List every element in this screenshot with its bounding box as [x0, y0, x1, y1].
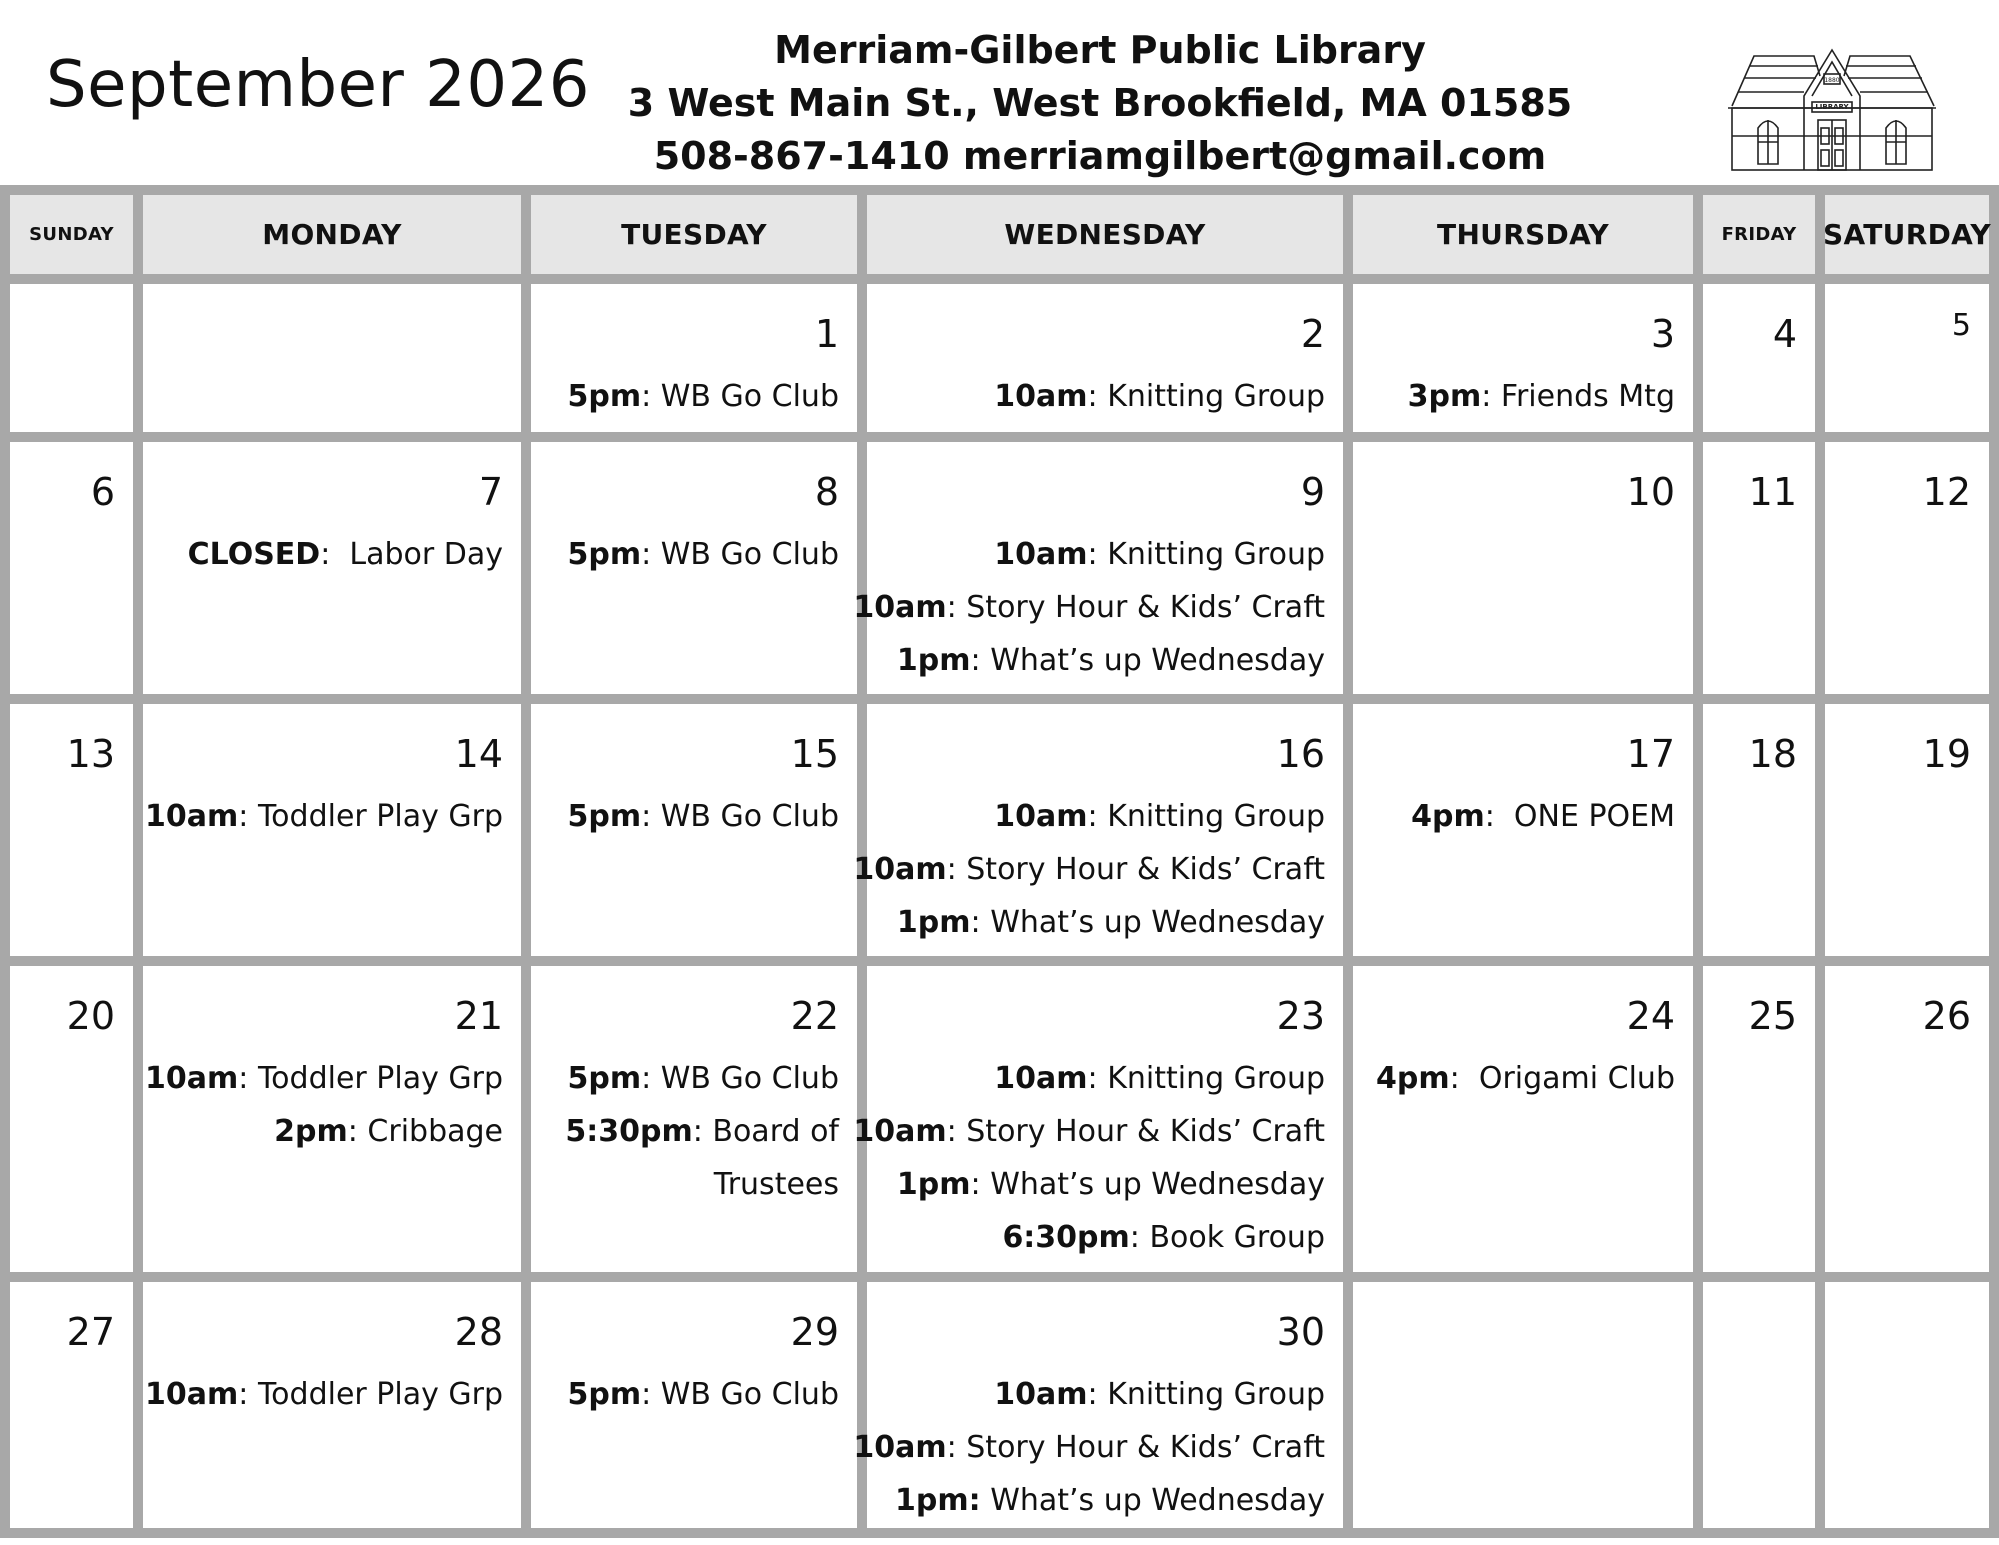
event-item — [567, 790, 839, 843]
event-separator: : — [641, 379, 661, 414]
empty-day-cell — [10, 284, 133, 432]
event-list — [567, 1368, 839, 1421]
day-number: 11 — [1748, 470, 1797, 514]
weekday-header-thursday: THURSDAY — [1353, 195, 1693, 274]
day-number: 24 — [1626, 994, 1675, 1038]
day-number: 29 — [790, 1310, 839, 1354]
day-number: 18 — [1748, 732, 1797, 776]
day-cell-16 — [853, 704, 1343, 956]
event-time: 10am — [853, 852, 947, 887]
library-info — [560, 24, 1640, 183]
event-list — [145, 1052, 503, 1158]
event-list — [1411, 790, 1675, 843]
event-title: WB Go Club — [660, 1377, 839, 1412]
event-separator: : — [970, 1167, 991, 1202]
event-time: 1pm — [896, 643, 971, 678]
event-time: 5:30pm — [565, 1114, 693, 1149]
event-separator: : — [1449, 1061, 1479, 1096]
day-number: 25 — [1748, 994, 1797, 1038]
event-title: What’s up Wednesday — [990, 1483, 1325, 1518]
event-time: 10am — [994, 537, 1088, 572]
event-item — [853, 1158, 1325, 1211]
event-title: ONE POEM — [1513, 799, 1675, 834]
event-list — [567, 790, 839, 843]
event-item — [853, 528, 1325, 581]
day-cell-22 — [531, 966, 857, 1272]
event-item — [853, 896, 1325, 949]
event-separator: : — [970, 905, 991, 940]
event-time: 2pm — [274, 1114, 348, 1149]
event-title: Toddler Play Grp — [257, 1377, 503, 1412]
event-item — [853, 581, 1325, 634]
day-cell-24 — [1353, 966, 1693, 1272]
library-address: 3 West Main St., West Brookfield, MA 01585 — [627, 81, 1573, 125]
day-cell-17 — [1353, 704, 1693, 956]
day-number: 10 — [1626, 470, 1675, 514]
day-number: 28 — [454, 1310, 503, 1354]
day-number: 26 — [1922, 994, 1971, 1038]
day-cell-7 — [143, 442, 521, 694]
day-number: 21 — [454, 994, 503, 1038]
day-cell-14 — [143, 704, 521, 956]
event-title: WB Go Club — [660, 799, 839, 834]
event-separator: : — [1481, 379, 1501, 414]
day-number: 1 — [814, 312, 839, 356]
event-separator: : — [238, 799, 258, 834]
day-cell-3 — [1353, 284, 1693, 432]
event-time: 10am — [994, 799, 1088, 834]
day-cell-5 — [1825, 284, 1989, 432]
event-time: 10am — [994, 1061, 1088, 1096]
day-number: 7 — [478, 470, 503, 514]
day-cell-6 — [10, 442, 133, 694]
day-number: 9 — [1300, 470, 1325, 514]
day-cell-2 — [867, 284, 1343, 432]
empty-day-cell — [143, 284, 521, 432]
month-title: September 2026 — [46, 48, 590, 122]
event-item — [565, 1105, 839, 1158]
event-separator: : — [692, 1114, 713, 1149]
day-cell-29 — [531, 1282, 857, 1528]
day-number: 30 — [1276, 1310, 1325, 1354]
event-item — [853, 1105, 1325, 1158]
day-number: 16 — [1276, 732, 1325, 776]
event-separator — [981, 1483, 991, 1518]
event-item — [567, 1368, 839, 1421]
event-item — [1376, 1052, 1675, 1105]
event-item — [145, 790, 503, 843]
event-time: 10am — [145, 1061, 239, 1096]
event-time: 4pm — [1376, 1061, 1450, 1096]
event-item — [853, 843, 1325, 896]
day-number: 6 — [90, 470, 115, 514]
day-number: 2 — [1300, 312, 1325, 356]
event-time: 10am — [853, 1114, 947, 1149]
event-item — [994, 370, 1325, 423]
event-item — [567, 528, 839, 581]
event-time: 5pm — [567, 537, 642, 572]
weekday-header-wednesday: WEDNESDAY — [867, 195, 1343, 274]
event-time: 6:30pm — [1002, 1220, 1130, 1255]
event-item — [853, 790, 1325, 843]
event-list — [853, 528, 1325, 687]
event-item — [853, 1052, 1325, 1105]
day-cell-13 — [10, 704, 133, 956]
library-name: Merriam-Gilbert Public Library — [774, 28, 1426, 72]
event-separator: : — [1087, 1061, 1108, 1096]
day-number: 13 — [66, 732, 115, 776]
event-list — [567, 528, 839, 581]
day-cell-21 — [143, 966, 521, 1272]
day-cell-4 — [1703, 284, 1815, 432]
day-cell-25 — [1703, 966, 1815, 1272]
event-separator: : — [641, 537, 661, 572]
event-time: CLOSED — [187, 537, 321, 572]
event-item — [1408, 370, 1675, 423]
event-time: 4pm — [1411, 799, 1485, 834]
event-title: Knitting Group — [1107, 1061, 1325, 1096]
day-number: 8 — [814, 470, 839, 514]
event-time: 5pm — [567, 799, 642, 834]
event-item — [853, 1368, 1325, 1421]
event-title: WB Go Club — [660, 537, 839, 572]
event-time: 10am — [145, 799, 239, 834]
event-title: Cribbage — [367, 1114, 503, 1149]
day-cell-20 — [10, 966, 133, 1272]
day-number: 19 — [1922, 732, 1971, 776]
day-number: 15 — [790, 732, 839, 776]
day-number: 4 — [1772, 312, 1797, 356]
event-list — [853, 1052, 1325, 1264]
day-cell-26 — [1825, 966, 1989, 1272]
logo-year-text: 1880 — [1824, 77, 1840, 84]
event-title: Toddler Play Grp — [257, 799, 503, 834]
event-title: Story Hour & Kids’ Craft — [966, 1114, 1325, 1149]
day-cell-10 — [1353, 442, 1693, 694]
event-list — [565, 1052, 839, 1211]
event-time: 1pm — [896, 1167, 971, 1202]
day-cell-8 — [531, 442, 857, 694]
event-separator: : — [641, 1061, 661, 1096]
day-number: 5 — [1951, 308, 1971, 343]
day-cell-11 — [1703, 442, 1815, 694]
event-time: 10am — [994, 1377, 1088, 1412]
library-building-logo — [1724, 36, 1940, 176]
event-separator: : — [946, 590, 967, 625]
weekday-header-monday: MONDAY — [143, 195, 521, 274]
empty-day-cell — [1825, 1282, 1989, 1528]
event-item — [853, 1211, 1325, 1264]
event-time: 3pm — [1407, 379, 1482, 414]
event-list — [1408, 370, 1675, 423]
event-separator: : — [238, 1377, 258, 1412]
event-title: Knitting Group — [1107, 379, 1325, 414]
event-title: Story Hour & Kids’ Craft — [966, 1430, 1325, 1465]
event-title: Knitting Group — [1107, 537, 1325, 572]
event-time: 5pm — [567, 379, 642, 414]
day-number: 23 — [1276, 994, 1325, 1038]
event-separator: : — [946, 1430, 967, 1465]
event-item — [853, 634, 1325, 687]
day-cell-18 — [1703, 704, 1815, 956]
event-item — [188, 528, 503, 581]
day-cell-19 — [1825, 704, 1989, 956]
day-number: 17 — [1626, 732, 1675, 776]
event-time: 10am — [145, 1377, 239, 1412]
event-separator: : — [641, 799, 661, 834]
day-cell-27 — [10, 1282, 133, 1528]
event-separator: : — [970, 643, 991, 678]
event-time: 10am — [853, 590, 947, 625]
empty-day-cell — [1353, 1282, 1693, 1528]
event-item — [567, 370, 839, 423]
event-title: Toddler Play Grp — [257, 1061, 503, 1096]
event-item — [145, 1368, 503, 1421]
event-time: 1pm — [896, 905, 971, 940]
event-separator: : — [1087, 537, 1108, 572]
weekday-header-friday: FRIDAY — [1703, 195, 1815, 274]
event-item — [1411, 790, 1675, 843]
event-title: Book Group — [1149, 1220, 1325, 1255]
event-separator: : — [347, 1114, 368, 1149]
event-list — [994, 370, 1325, 423]
day-number: 22 — [790, 994, 839, 1038]
event-item — [565, 1158, 839, 1211]
event-list — [567, 370, 839, 423]
event-separator: : — [320, 537, 350, 572]
calendar-grid — [0, 185, 1999, 1538]
day-cell-30 — [853, 1282, 1343, 1528]
event-separator: : — [1484, 799, 1514, 834]
event-title: What’s up Wednesday — [990, 643, 1325, 678]
event-time: 5pm — [567, 1377, 642, 1412]
day-cell-1 — [531, 284, 857, 432]
library-contact: 508-867-1410 merriamgilbert@gmail.com — [653, 134, 1547, 178]
day-number: 3 — [1650, 312, 1675, 356]
day-cell-12 — [1825, 442, 1989, 694]
event-title: What’s up Wednesday — [990, 1167, 1325, 1202]
day-number: 27 — [66, 1310, 115, 1354]
event-item — [145, 1105, 503, 1158]
event-list — [145, 790, 503, 843]
weekday-header-tuesday: TUESDAY — [531, 195, 857, 274]
event-title: Story Hour & Kids’ Craft — [966, 852, 1325, 887]
event-title: Friends Mtg — [1500, 379, 1675, 414]
event-separator: : — [641, 1377, 661, 1412]
event-title: Knitting Group — [1107, 799, 1325, 834]
event-separator: : — [1087, 379, 1108, 414]
event-title: WB Go Club — [660, 379, 839, 414]
day-cell-28 — [143, 1282, 521, 1528]
day-number: 14 — [454, 732, 503, 776]
event-list — [853, 790, 1325, 949]
event-list — [1376, 1052, 1675, 1105]
day-cell-15 — [531, 704, 857, 956]
logo-library-text: LIBRARY — [1815, 103, 1849, 111]
empty-day-cell — [1703, 1282, 1815, 1528]
event-title: What’s up Wednesday — [990, 905, 1325, 940]
event-title: WB Go Club — [660, 1061, 839, 1096]
event-title: Labor Day — [349, 537, 503, 572]
day-cell-23 — [853, 966, 1343, 1272]
event-separator: : — [1087, 799, 1108, 834]
event-list — [853, 1368, 1325, 1527]
event-item — [853, 1474, 1325, 1527]
event-title: Knitting Group — [1107, 1377, 1325, 1412]
event-list — [188, 528, 503, 581]
event-separator: : — [946, 852, 967, 887]
event-time: 10am — [853, 1430, 947, 1465]
event-separator: : — [238, 1061, 258, 1096]
event-list — [145, 1368, 503, 1421]
event-separator: : — [1087, 1377, 1108, 1412]
day-number: 20 — [66, 994, 115, 1038]
event-time: 10am — [994, 379, 1088, 414]
event-separator: : — [1129, 1220, 1150, 1255]
day-cell-9 — [853, 442, 1343, 694]
day-number: 12 — [1922, 470, 1971, 514]
event-time: 1pm: — [895, 1483, 981, 1518]
event-item — [853, 1421, 1325, 1474]
event-title: Trustees — [713, 1167, 839, 1202]
event-item — [145, 1052, 503, 1105]
event-time: 5pm — [567, 1061, 642, 1096]
event-title: Origami Club — [1478, 1061, 1675, 1096]
weekday-header-saturday: SATURDAY — [1825, 195, 1989, 274]
event-title: Story Hour & Kids’ Craft — [966, 590, 1325, 625]
event-title: Board of — [712, 1114, 839, 1149]
event-item — [565, 1052, 839, 1105]
weekday-header-sunday: SUNDAY — [10, 195, 133, 274]
event-separator: : — [946, 1114, 967, 1149]
